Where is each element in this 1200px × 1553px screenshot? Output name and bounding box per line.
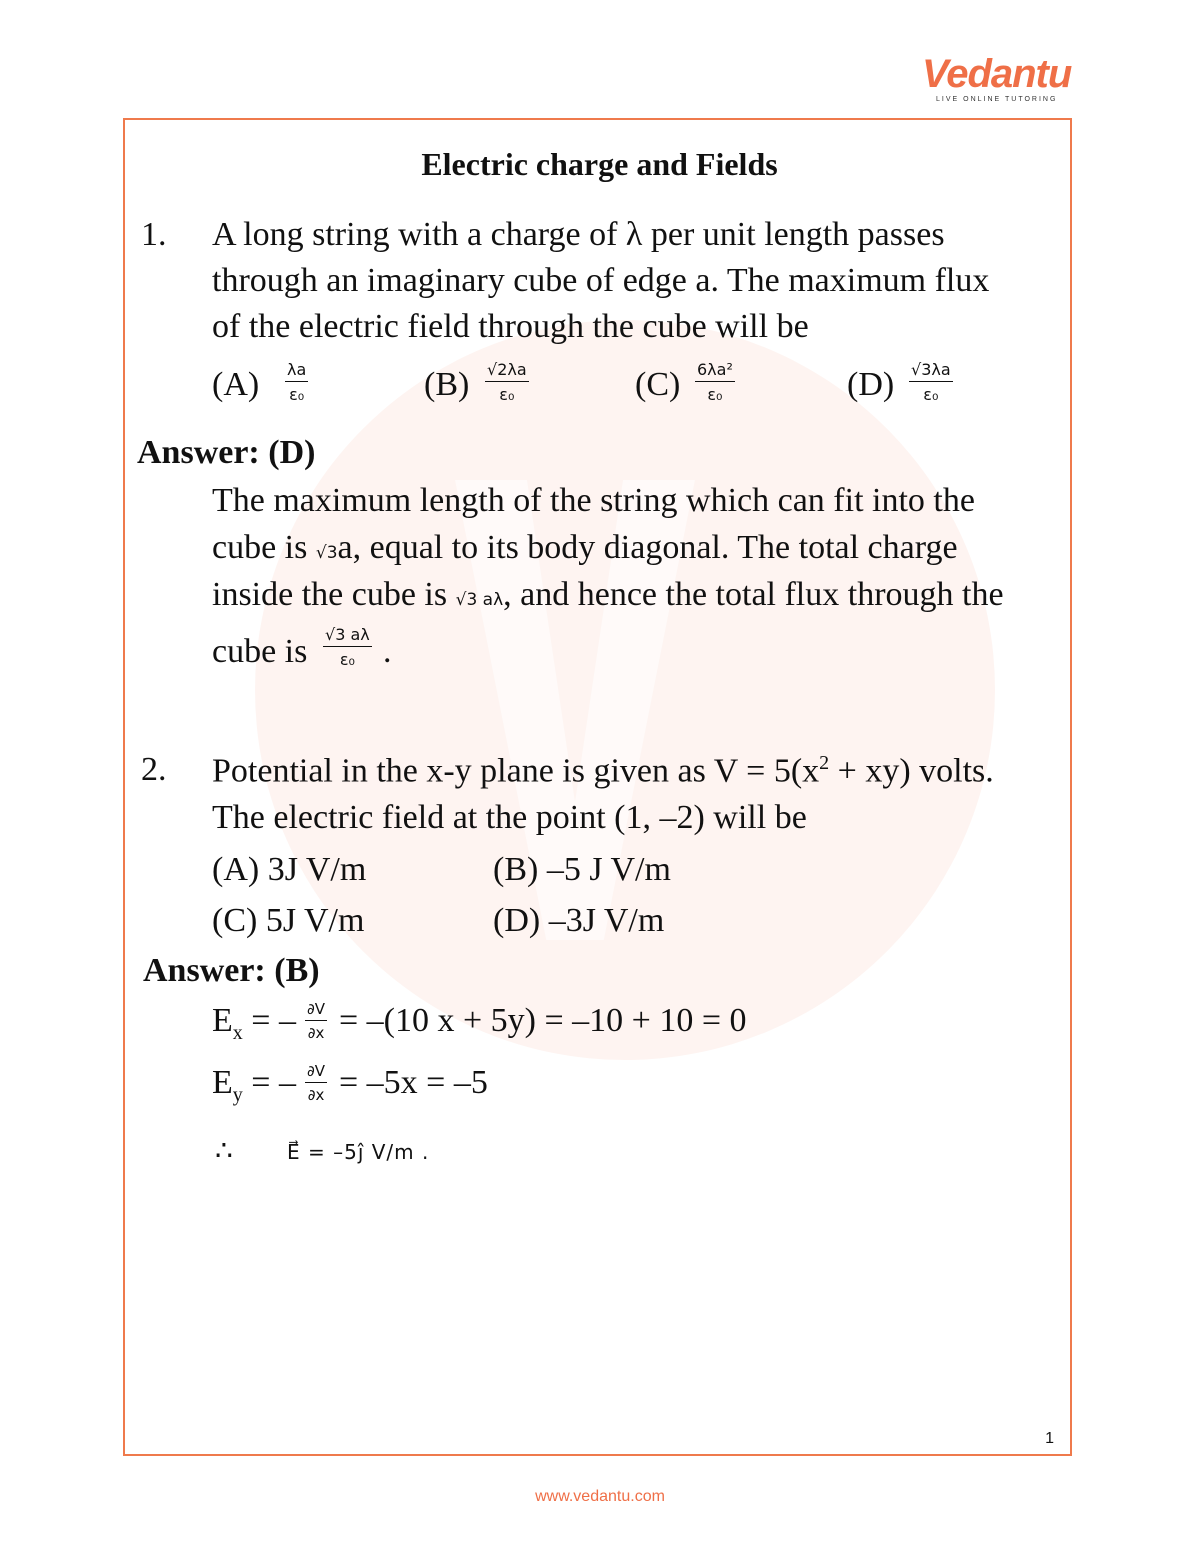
- q2-eq1-rhs: = –(10 x + 5y) = –10 + 10 = 0: [339, 1002, 747, 1039]
- logo-tagline: LIVE ONLINE TUTORING: [936, 96, 1058, 103]
- q1-number: 1.: [141, 216, 167, 253]
- q2-eq2-derivative: $\frac{\partial V}{\partial x}$: [307, 1062, 326, 1104]
- q2-option-d: (D) –3J V/m: [493, 902, 665, 939]
- q1-line-1: A long string with a charge of λ per unit length passes: [212, 216, 945, 253]
- q1-option-c-label: (C): [635, 366, 681, 403]
- page-title: Electric charge and Fields: [421, 146, 778, 182]
- q1-explanation-flux-fraction: $\frac{√3 a\lambda}{\text{ε₀}}$: [325, 625, 370, 669]
- q2-answer: Answer: (B): [143, 952, 320, 989]
- logo-wordmark: Vedantu: [922, 52, 1072, 96]
- q2-number: 2.: [141, 751, 167, 788]
- q2-eq1-derivative: $\frac{\partial V}{\partial x}$: [307, 1000, 326, 1042]
- q1-line-2: through an imaginary cube of edge a. The maximum flux: [212, 262, 990, 299]
- q2-line-2: The electric field at the point (1, –2) will be: [212, 799, 807, 836]
- q1-option-c-fraction: $\frac{\text{6λa²}}{\text{ε₀}}$: [697, 360, 733, 404]
- q2-eq2-lhs: $E_y$ = –: [212, 1064, 296, 1106]
- q2-result-field: E⃗ = –5ĵ V/m .: [287, 1140, 430, 1164]
- q1-option-b-label: (B): [424, 366, 470, 403]
- q1-option-d-label: (D): [847, 366, 895, 403]
- q2-eq2-rhs: = –5x = –5: [339, 1064, 488, 1101]
- q2-eq1-lhs: $E_x$ = –: [212, 1002, 296, 1044]
- q1-explanation-line-1: The maximum length of the string which can fit into the: [212, 482, 975, 519]
- q1-explanation-period: .: [383, 633, 392, 670]
- q1-option-a-fraction: $\frac{\lambda a}{\text{ε₀}}$: [287, 360, 307, 404]
- q2-option-a: (A) 3J V/m: [212, 851, 367, 888]
- q2-line-1: Potential in the x-y plane is given as $V = 5(x^2 + xy)$ volts.: [212, 752, 994, 790]
- page-number: 1: [1045, 1430, 1054, 1447]
- q1-answer: Answer: (D): [137, 434, 316, 471]
- q1-explanation-line-3: inside the cube is √3 aλ, and hence the total flux through the: [212, 576, 1004, 613]
- q1-option-b-fraction: $\frac{√2\lambda a}{\text{ε₀}}$: [487, 360, 527, 404]
- vedantu-logo: [922, 52, 1072, 108]
- q1-explanation-line-4-text: cube is: [212, 633, 308, 670]
- q1-option-a-label: (A): [212, 366, 260, 403]
- q1-option-d-fraction: $\frac{√3\lambda a}{\text{ε₀}}$: [911, 360, 951, 404]
- q1-line-3: of the electric field through the cube will be: [212, 308, 809, 345]
- therefore-symbol: ∴: [215, 1136, 233, 1167]
- q2-option-b: (B) –5 J V/m: [493, 851, 671, 888]
- page-frame: [123, 118, 1072, 1456]
- q2-option-c: (C) 5J V/m: [212, 902, 365, 939]
- footer-url[interactable]: www.vedantu.com: [535, 1488, 665, 1505]
- q1-explanation-line-2: cube is √3a, equal to its body diagonal. The total charge: [212, 529, 958, 566]
